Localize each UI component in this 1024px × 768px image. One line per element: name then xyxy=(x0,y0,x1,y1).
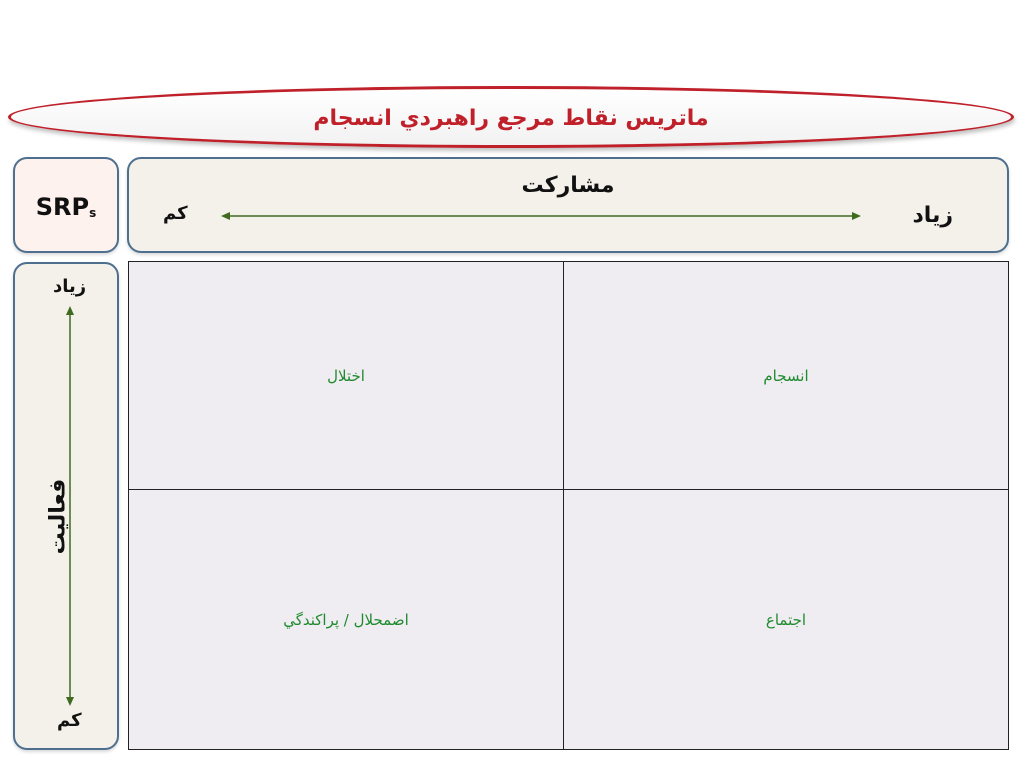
participation-axis-box xyxy=(127,157,1009,253)
cell-label-cohesion: انسجام xyxy=(763,366,809,385)
cell-label-aggregation: اجتماع xyxy=(765,610,807,629)
matrix-cell-top-left xyxy=(129,262,563,489)
matrix-grid xyxy=(128,261,1009,750)
activity-axis-title: فعاليت xyxy=(45,478,71,555)
matrix-cell-top-right xyxy=(564,262,1008,489)
activity-high-label: زياد xyxy=(53,276,87,297)
srp-label-box xyxy=(13,157,119,253)
participation-high-label: زياد xyxy=(912,203,953,228)
matrix-cell-bottom-left xyxy=(129,490,563,749)
matrix-cell-bottom-right xyxy=(564,490,1008,749)
participation-low-label: كم xyxy=(163,203,188,224)
activity-axis-box xyxy=(13,262,119,750)
activity-arrow xyxy=(63,306,77,706)
srp-label xyxy=(15,193,117,221)
cell-label-disruption: اختلال xyxy=(327,366,365,385)
title-banner xyxy=(8,86,1014,148)
participation-axis-title: مشاركت xyxy=(521,173,615,198)
participation-arrow xyxy=(221,209,861,223)
activity-low-label: كم xyxy=(57,710,82,731)
srp-subscript: s xyxy=(89,206,97,220)
srp-main-text: SRP xyxy=(35,193,90,221)
cell-label-decline-dispersion: اضمحلال / پراكندگي xyxy=(283,610,409,629)
slide-title: ماتريس نقاط مرجع راهبردي انسجام xyxy=(313,106,709,131)
